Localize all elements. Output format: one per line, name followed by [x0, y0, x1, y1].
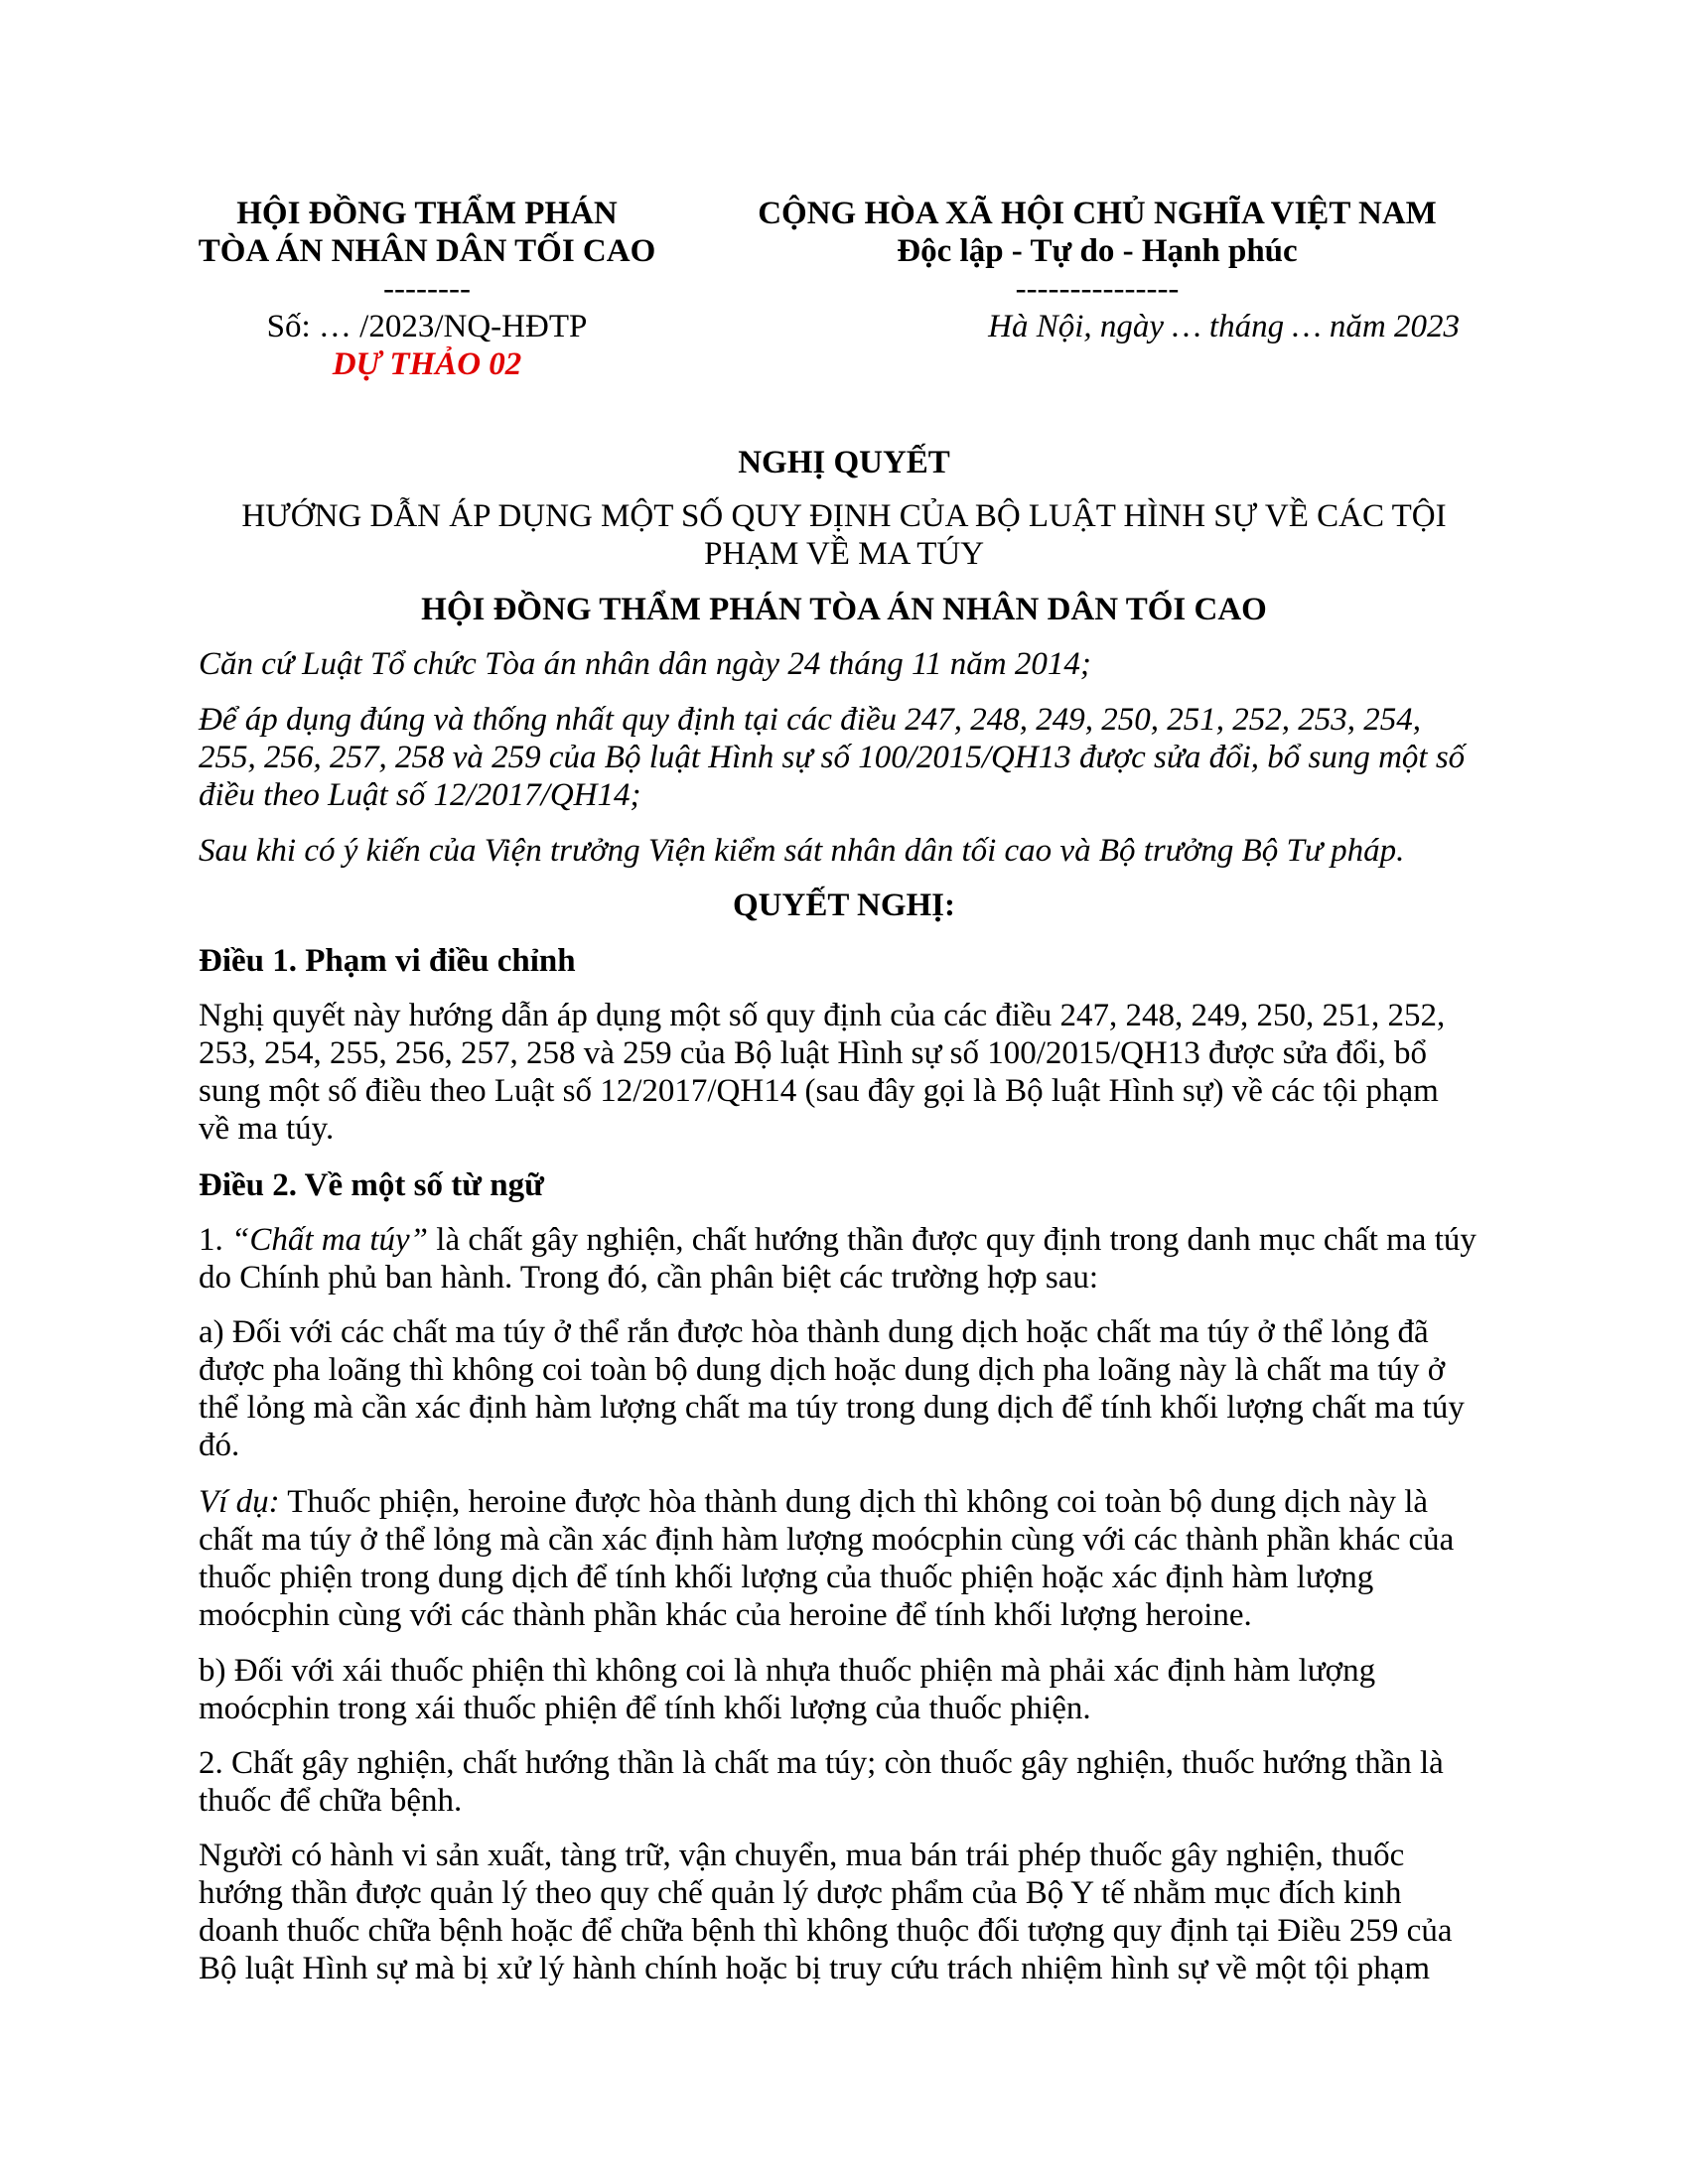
article-2-example: [199, 1483, 1489, 1634]
item-2-line-2: thuốc để chữa bệnh.: [199, 1783, 463, 1819]
example-line-2: chất ma túy ở thể lỏng mà cần xác định hàm lượng moócphin cùng với các thành phần khác của: [199, 1522, 1455, 1558]
document-type-title: NGHỊ QUYẾT: [738, 445, 950, 480]
place-date: Hà Nội, ngày … tháng … năm 2023: [988, 309, 1460, 344]
article-2-heading: Điều 2. Về một số từ ngữ: [199, 1167, 544, 1203]
item-1b-line-1: b) Đối với xái thuốc phiện thì không coi là nhựa thuốc phiện mà phải xác định hàm lượng: [199, 1653, 1376, 1689]
subject-line-2: PHẠM VỀ MA TÚY: [703, 536, 985, 572]
example-line-4: moócphin cùng với các thành phần khác của heroine để tính khối lượng heroine.: [199, 1597, 1252, 1633]
example-label: Ví dụ:: [199, 1484, 280, 1520]
example-line-3: thuốc phiện trong dung dịch để tính khối lượng của thuốc phiện hoặc xác định hàm lượng: [199, 1560, 1374, 1595]
preamble-basis-3-text: Sau khi có ý kiến của Viện trưởng Viện kiểm sát nhân dân tối cao và Bộ trưởng Bộ Tư pháp.: [199, 833, 1405, 869]
issuing-body: HỘI ĐỒNG THẨM PHÁN TÒA ÁN NHÂN DÂN TỐI CAO: [421, 592, 1267, 627]
item-1-term: “Chất ma túy”: [231, 1222, 429, 1258]
subject-line-1: HƯỚNG DẪN ÁP DỤNG MỘT SỐ QUY ĐỊNH CỦA BỘ LUẬT HÌNH SỰ VỀ CÁC TỘI: [241, 498, 1447, 534]
article-1-body: [199, 997, 1489, 1148]
article-2-item-1: [199, 1221, 1489, 1297]
nation-divider: ---------------: [1015, 271, 1180, 307]
item-1b-line-2: moócphin trong xái thuốc phiện để tính khối lượng của thuốc phiện.: [199, 1691, 1091, 1726]
header-agency-block: [159, 195, 695, 383]
preamble-basis-2-line-1: Để áp dụng đúng và thống nhất quy định tại các điều 247, 248, 249, 250, 251, 252, 253, 254,: [199, 702, 1421, 738]
item-1a-line-4: đó.: [199, 1428, 240, 1463]
article-1-line-2: 253, 254, 255, 256, 257, 258 và 259 của Bộ luật Hình sự số 100/2015/QH13 được sửa đổi, bổ: [199, 1035, 1428, 1071]
paragraph-line-3: doanh thuốc chữa bệnh hoặc để chữa bệnh thì không thuộc đối tượng quy định tại Điều 259 của: [199, 1913, 1453, 1949]
paragraph-line-4: Bộ luật Hình sự mà bị xử lý hành chính hoặc bị truy cứu trách nhiệm hình sự về một tội phạm: [199, 1951, 1431, 1986]
agency-name-line1: HỘI ĐỒNG THẨM PHÁN: [236, 196, 618, 231]
article-1-heading: Điều 1. Phạm vi điều chỉnh: [199, 943, 576, 979]
nation-name: CỘNG HÒA XÃ HỘI CHỦ NGHĨA VIỆT NAM: [758, 196, 1437, 231]
paragraph-line-2: hướng thần được quản lý theo quy chế quản lý dược phẩm của Bộ Y tế nhằm mục đích kinh: [199, 1875, 1402, 1911]
article-1-line-3: sung một số điều theo Luật số 12/2017/QH14 (sau đây gọi là Bộ luật Hình sự) về các tội phạm: [199, 1073, 1439, 1109]
article-1-line-1: Nghị quyết này hướng dẫn áp dụng một số quy định của các điều 247, 248, 249, 250, 251, 252,: [199, 998, 1446, 1033]
example-line-1-rest: Thuốc phiện, heroine được hòa thành dung dịch thì không coi toàn bộ dung dịch này là: [279, 1484, 1429, 1520]
preamble-basis-2-line-3: điều theo Luật số 12/2017/QH14;: [199, 777, 641, 813]
item-1a-line-1: a) Đối với các chất ma túy ở thể rắn được hòa thành dung dịch hoặc chất ma túy ở thể lỏng đã: [199, 1314, 1429, 1350]
paragraph-line-1: Người có hành vi sản xuất, tàng trữ, vận chuyển, mua bán trái phép thuốc gây nghiện, thuốc: [199, 1838, 1405, 1873]
preamble-basis-3: [199, 832, 1489, 870]
agency-divider: --------: [383, 271, 471, 307]
article-1-line-4: về ma túy.: [199, 1111, 335, 1147]
document-subject: [199, 497, 1489, 573]
item-1-line-2: do Chính phủ ban hành. Trong đó, cần phân biệt các trường hợp sau:: [199, 1260, 1099, 1296]
item-1a-line-2: được pha loãng thì không coi toàn bộ dung dịch hoặc dung dịch pha loãng này là chất ma túy ở: [199, 1352, 1446, 1388]
item-1a-line-3: thể lỏng mà cần xác định hàm lượng chất ma túy trong dung dịch để tính khối lượng chất ma túy: [199, 1390, 1465, 1426]
article-2-paragraph: [199, 1837, 1489, 1987]
item-1-prefix: 1.: [199, 1222, 231, 1258]
item-2-line-1: 2. Chất gây nghiện, chất hướng thần là chất ma túy; còn thuốc gây nghiện, thuốc hướng thần là: [199, 1745, 1444, 1781]
agency-name-line2: TÒA ÁN NHÂN DÂN TỐI CAO: [198, 233, 656, 269]
article-2-item-1a: [199, 1313, 1489, 1464]
item-1-line-1-rest: là chất gây nghiện, chất hướng thần được quy định trong danh mục chất ma túy: [428, 1222, 1477, 1258]
example-line-1: [199, 1483, 1489, 1521]
preamble-basis-1-text: Căn cứ Luật Tổ chức Tòa án nhân dân ngày 24 tháng 11 năm 2014;: [199, 646, 1091, 682]
header-nation-block: [715, 195, 1479, 345]
document-number: Số: … /2023/NQ-HĐTP: [266, 309, 588, 344]
nation-motto: Độc lập - Tự do - Hạnh phúc: [897, 233, 1298, 269]
draft-label: DỰ THẢO 02: [332, 346, 522, 382]
article-2-item-2: [199, 1744, 1489, 1820]
preamble-basis-2: [199, 701, 1489, 814]
preamble-basis-1: [199, 645, 1489, 683]
resolves-heading: QUYẾT NGHỊ:: [732, 887, 955, 923]
article-2-item-1b: [199, 1652, 1489, 1727]
item-1-line-1: [199, 1221, 1489, 1259]
preamble-basis-2-line-2: 255, 256, 257, 258 và 259 của Bộ luật Hình sự số 100/2015/QH13 được sửa đổi, bổ sung một số: [199, 740, 1466, 775]
